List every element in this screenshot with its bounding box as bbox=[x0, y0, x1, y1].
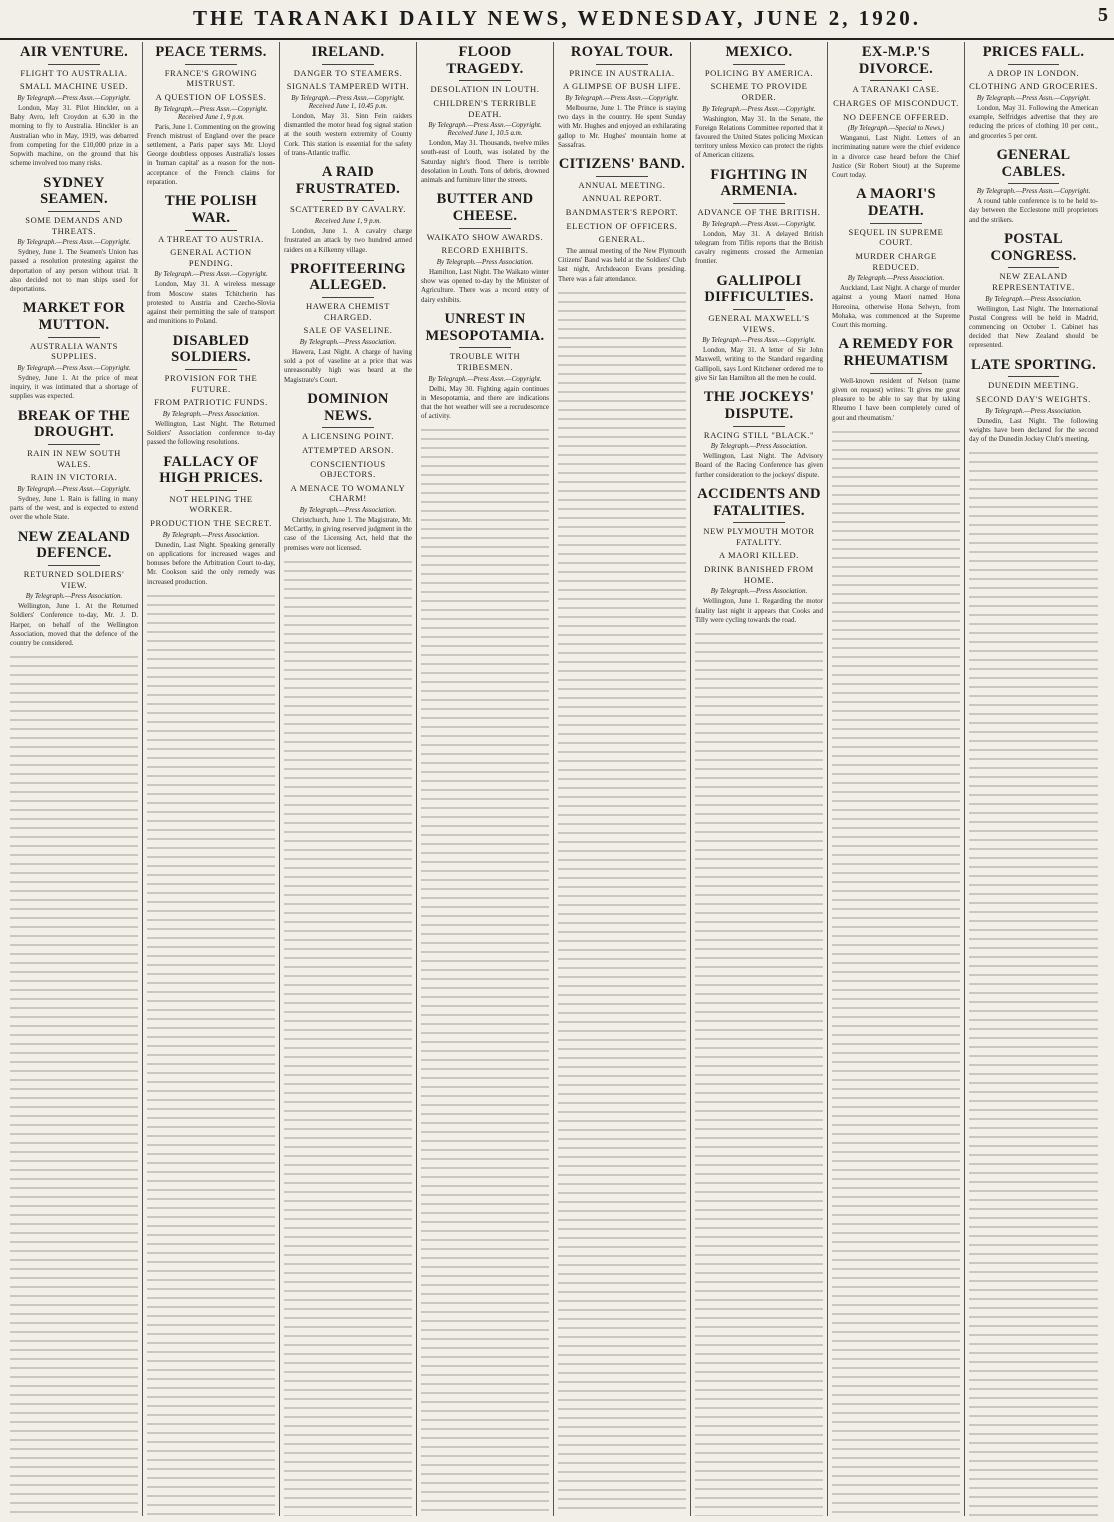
article-dateline: By Telegraph.—Press Assn.—Copyright. bbox=[976, 187, 1091, 196]
body-text-lines bbox=[969, 450, 1098, 1516]
article-headline: NEW ZEALAND DEFENCE. bbox=[17, 528, 131, 562]
article-dateline: By Telegraph.—Press Association. bbox=[299, 337, 397, 346]
article-body: Washington, May 31. In the Senate, the Foreign Relations Committee reported that it favoured the United States policing Mexican territory unless Mexico can protect the rights of American citizens. bbox=[695, 114, 823, 160]
article-dateline: By Telegraph.—Press Assn.—Copyright. bbox=[565, 93, 679, 102]
divider bbox=[733, 309, 784, 310]
article-dateline: By Telegraph.—Press Assn.—Copyright. bbox=[702, 219, 816, 228]
divider bbox=[48, 444, 99, 445]
article-subheading: SCHEME TO PROVIDE ORDER. bbox=[710, 81, 808, 102]
article bbox=[969, 44, 1098, 141]
article-subheading: CONSCIENTIOUS OBJECTORS. bbox=[310, 458, 386, 480]
article-dateline: By Telegraph.—Press Assn.—Copyright. bbox=[428, 374, 542, 383]
divider bbox=[322, 427, 373, 428]
article-body: Wanganui, Last Night. Letters of an incriminating nature were the chief evidence in a divorce case heard before the Chief Justice (Sir Robert Stout) at the Supreme Court today. bbox=[832, 134, 960, 180]
article-dateline: By Telegraph.—Press Assn.—Copyright. bbox=[702, 104, 816, 113]
body-text-lines bbox=[695, 631, 823, 1516]
column-4 bbox=[417, 42, 554, 1516]
article-body: Wellington, Last Night. The Returned Soldiers' Association conference to-day passed the following resolutions. bbox=[147, 419, 275, 447]
divider bbox=[1008, 64, 1060, 65]
article bbox=[695, 167, 823, 267]
article-dateline: By Telegraph.—Press Assn.—Copyright. Received June 1, 9 p.m. bbox=[154, 104, 268, 121]
article-headline: CITIZENS' BAND. bbox=[558, 156, 686, 173]
divider bbox=[733, 203, 784, 204]
article-dateline: By Telegraph.—Press Association. bbox=[710, 442, 808, 451]
article-headline: PEACE TERMS. bbox=[155, 44, 267, 60]
article-subheading: A DROP IN LONDON. bbox=[987, 67, 1080, 78]
article-subheading: CHILDREN'S TERRIBLE DEATH. bbox=[433, 97, 537, 119]
article-headline: ROYAL TOUR. bbox=[570, 44, 674, 60]
article-subheading: A MAORI KILLED. bbox=[718, 550, 800, 561]
article-subheading: SEQUEL IN SUPREME COURT. bbox=[848, 226, 944, 248]
article bbox=[147, 454, 275, 587]
divider bbox=[48, 337, 99, 338]
article-headline: LATE SPORTING. bbox=[970, 356, 1097, 373]
article-body: Wellington, June 1. Regarding the motor fatality last night it appears that Cooks and Tilly were cycling towards the road. bbox=[695, 597, 823, 624]
article-subheading: DESOLATION IN LOUTH. bbox=[430, 84, 540, 95]
article-subheading: RAIN IN VICTORIA. bbox=[30, 472, 118, 483]
article-subheading: BANDMASTER'S REPORT. bbox=[565, 207, 679, 218]
article bbox=[421, 191, 549, 305]
divider bbox=[870, 373, 921, 374]
article-subheading: ANNUAL MEETING. bbox=[578, 179, 666, 190]
article-dateline: By Telegraph.—Press Assn.—Copyright. bbox=[976, 93, 1091, 102]
article-body: London, May 31. A wireless message from Moscow states Tchitcherin has protested to Austria and Czecho-Slovia against their permitting the sale of transport and munitions to Poland. bbox=[147, 280, 275, 326]
article-body: Wellington, Last Night. The International Postal Congress will be held in Madrid, commencing on October 1. Cabinet has decided that New Zealand should be represented. bbox=[969, 304, 1098, 350]
article-headline: GALLIPOLI DIFFICULTIES. bbox=[704, 272, 814, 306]
article-dateline: By Telegraph.—Press Association. bbox=[985, 294, 1082, 303]
article-subheading: RECORD EXHIBITS. bbox=[441, 245, 529, 256]
article-headline: THE JOCKEYS' DISPUTE. bbox=[703, 389, 815, 422]
body-text-lines bbox=[832, 429, 960, 1516]
article bbox=[10, 175, 138, 295]
article-dateline: (By Telegraph.—Special to News.) bbox=[847, 124, 945, 133]
article-subheading: SALE OF VASELINE. bbox=[303, 325, 393, 336]
article-subheading: ATTEMPTED ARSON. bbox=[302, 444, 394, 455]
article-subheading: A LICENSING POINT. bbox=[301, 431, 395, 442]
article-headline: A REMEDY FOR RHEUMATISM bbox=[838, 336, 954, 370]
article bbox=[147, 193, 275, 326]
article-subheading: FLIGHT TO AUSTRALIA. bbox=[20, 67, 128, 78]
article-headline: GENERAL CABLES. bbox=[996, 146, 1071, 180]
article-body: Dunedin, Last Night. Speaking generally on applications for increased wages and bonuses before the Arbitration Court to-day, Mr. Cookson said the only remedy was increased production. bbox=[147, 540, 275, 586]
article bbox=[421, 311, 549, 422]
article-dateline: By Telegraph.—Press Assn.—Copyright. bbox=[17, 238, 131, 247]
article bbox=[558, 156, 686, 284]
column-1 bbox=[6, 42, 143, 1516]
article-subheading: CLOTHING AND GROCERIES. bbox=[969, 81, 1098, 92]
article-body: Sydney, June 1. Rain is falling in many parts of the west, and is expected to extend over the whole State. bbox=[10, 494, 138, 522]
article-body: London, May 31. Following the American example, Selfridges advertise that they are reducing the prices of clothing 10 per cent., and groceries 5 per cent. bbox=[969, 103, 1098, 140]
article-subheading: A GLIMPSE OF BUSH LIFE. bbox=[563, 81, 681, 92]
page-number: 5 bbox=[1098, 4, 1108, 26]
article-subheading: WAIKATO SHOW AWARDS. bbox=[426, 231, 544, 242]
article-subheading: FROM PATRIOTIC FUNDS. bbox=[154, 397, 268, 408]
divider bbox=[185, 230, 236, 231]
masthead bbox=[0, 0, 1114, 40]
divider bbox=[322, 200, 373, 201]
article-dateline: By Telegraph.—Press Assn.—Copyright. Received June 1, 10.45 p.m. bbox=[291, 93, 405, 110]
article-dateline: By Telegraph.—Press Assn.—Copyright. bbox=[17, 484, 131, 493]
divider bbox=[185, 64, 236, 65]
article-subheading: MURDER CHARGE REDUCED. bbox=[855, 250, 937, 272]
column-3 bbox=[280, 42, 417, 1516]
article-headline: POSTAL CONGRESS. bbox=[990, 230, 1077, 264]
divider bbox=[1008, 183, 1060, 184]
divider bbox=[870, 80, 921, 81]
article bbox=[147, 44, 275, 187]
article-dateline: By Telegraph.—Press Association. bbox=[162, 409, 260, 418]
divider bbox=[322, 297, 373, 298]
article-dateline: By Telegraph.—Press Assn.—Copyright. bbox=[17, 363, 131, 372]
article-dateline: By Telegraph.—Press Assn.—Copyright. bbox=[17, 93, 131, 102]
body-text-lines bbox=[421, 427, 549, 1516]
article-subheading: A QUESTION OF LOSSES. bbox=[155, 91, 267, 102]
divider bbox=[596, 64, 647, 65]
article-subheading: PRODUCTION THE SECRET. bbox=[150, 518, 272, 529]
divider bbox=[459, 347, 510, 348]
article-body: Christchurch, June 1. The Magistrate, Mr. McCarthy, in giving reserved judgment in the case of the Licensing Act, held that the premises were not licensed. bbox=[284, 516, 412, 552]
article-subheading: GENERAL. bbox=[598, 234, 646, 245]
newspaper-columns bbox=[6, 42, 1110, 1516]
article-body: Sydney, June 1. The Seamen's Union has passed a resolution protesting against the deportation of any person without trial. It also decided not to man ships used for deportations. bbox=[10, 248, 138, 294]
article-body: Auckland, Last Night. A charge of murder against a young Maori named Hona Horeoina, otherwise Hona Selwyn, from Mohaka, was commenced at the Supreme Court this morning. bbox=[832, 284, 960, 330]
divider bbox=[459, 80, 510, 81]
article bbox=[695, 389, 823, 480]
divider bbox=[185, 369, 236, 370]
article-subheading: NO DEFENCE OFFERED. bbox=[842, 111, 950, 122]
article-subheading: NOT HELPING THE WORKER. bbox=[169, 493, 253, 515]
article-subheading: PROVISION FOR THE FUTURE. bbox=[164, 372, 258, 394]
article bbox=[10, 529, 138, 649]
article-body: London, May 31. A delayed British telegram from Tiflis reports that the British cavalry regiments crossed the Armenian frontier. bbox=[695, 229, 823, 266]
article-subheading: RETURNED SOLDIERS' VIEW. bbox=[23, 568, 125, 590]
article-subheading: CHARGES OF MISCONDUCT. bbox=[833, 97, 959, 108]
article-subheading: TROUBLE WITH TRIBESMEN. bbox=[449, 351, 521, 372]
article-subheading: A THREAT TO AUSTRIA. bbox=[158, 233, 264, 244]
article-body: A round table conference is to be held to-day between the Ecclestone mill proprietors and the strikers. bbox=[969, 197, 1098, 224]
article-subheading: HAWERA CHEMIST CHARGED. bbox=[306, 301, 390, 322]
column-8 bbox=[965, 42, 1102, 1516]
article bbox=[10, 44, 138, 169]
article-subheading: SMALL MACHINE USED. bbox=[19, 81, 129, 92]
article-headline: PRICES FALL. bbox=[982, 44, 1085, 60]
article-subheading: SCATTERED BY CAVALRY. bbox=[290, 204, 406, 215]
article-headline: FALLACY OF HIGH PRICES. bbox=[159, 453, 263, 487]
article-body: London, May 31. Pilot Hinckler, on a Baby Avro, left Croydon at 6.30 in the morning to fly to Australia. Hinckler is an Australian who in May, 1919, was debarred from competing for the £10,000 prize in a Sopwith machine, on the ground that his scheme involved too many risks. bbox=[10, 103, 138, 168]
article bbox=[10, 300, 138, 401]
article-headline: FLOOD TRAGEDY. bbox=[446, 44, 524, 77]
article-body: Delhi, May 30. Fighting again continues in Mesopotamia, and there are indications that the hot weather will see a recrudescence of activity. bbox=[421, 384, 549, 421]
divider bbox=[322, 64, 373, 65]
article-body: Melbourne, June 1. The Prince is staying two days in the country. He spent Sunday with Mr. Hughes and enjoyed an exhilarating gallop to Mr. Hughes' mountain home at Sassafras. bbox=[558, 103, 686, 149]
body-text-lines bbox=[147, 593, 275, 1516]
article bbox=[695, 273, 823, 384]
newspaper-title: THE TARANAKI DAILY NEWS, WEDNESDAY, JUNE 2, 1920. bbox=[193, 6, 921, 30]
article-body: Wellington, June 1. At the Returned Soldiers' Conference to-day, Mr. J. D. Harper, on behalf of the Wellington Association, moved that the defence of the country be considered. bbox=[10, 602, 138, 648]
article-headline: FIGHTING IN ARMENIA. bbox=[710, 166, 808, 200]
article-dateline: By Telegraph.—Press Assn.—Copyright. Received June 1, 10.5 a.m. bbox=[428, 121, 542, 138]
divider bbox=[48, 64, 99, 65]
article bbox=[832, 336, 960, 423]
article-headline: A RAID FRUSTRATED. bbox=[295, 164, 401, 197]
article bbox=[969, 357, 1098, 445]
body-text-lines bbox=[558, 290, 686, 1516]
article-body: London, May 31. Sinn Fein raiders dismantled the motor head fog signal station at the south western extremity of County Cork. This station is essential for the safety of trans-Atlantic traffic. bbox=[284, 111, 412, 157]
article-body: Dunedin, Last Night. The following weights have been declared for the second day of the Dunedin Jockey Club's meeting. bbox=[969, 416, 1098, 444]
article-headline: EX-M.P.'S DIVORCE. bbox=[858, 44, 934, 77]
article-headline: MARKET FOR MUTTON. bbox=[22, 300, 126, 333]
article-headline: DOMINION NEWS. bbox=[307, 390, 389, 424]
article-subheading: NEW PLYMOUTH MOTOR FATALITY. bbox=[703, 526, 815, 547]
divider bbox=[1008, 267, 1060, 268]
divider bbox=[733, 426, 784, 427]
article-dateline: By Telegraph.—Press Assn.—Copyright. bbox=[154, 270, 268, 279]
divider bbox=[185, 490, 236, 491]
article-subheading: ADVANCE OF THE BRITISH. bbox=[697, 207, 821, 218]
article-subheading: POLICING BY AMERICA. bbox=[704, 67, 814, 78]
divider bbox=[1008, 376, 1060, 377]
article bbox=[284, 164, 412, 255]
article bbox=[969, 231, 1098, 351]
divider bbox=[48, 565, 99, 566]
article bbox=[832, 186, 960, 330]
article bbox=[10, 408, 138, 523]
divider bbox=[870, 223, 921, 224]
article bbox=[284, 261, 412, 385]
divider bbox=[48, 211, 99, 212]
article-subheading: A MENACE TO WOMANLY CHARM! bbox=[290, 482, 406, 504]
article-headline: SYDNEY SEAMEN. bbox=[40, 174, 108, 208]
article-subheading: A TARANAKI CASE. bbox=[852, 84, 940, 95]
article bbox=[284, 391, 412, 553]
article-body: London, June 1. A cavalry charge frustrated an attack by two hundred armed raiders on a Kilkenny village. bbox=[284, 227, 412, 254]
article-subheading: GENERAL MAXWELL'S VIEWS. bbox=[708, 312, 810, 334]
article-subheading: ELECTION OF OFFICERS. bbox=[566, 220, 678, 231]
article-dateline: By Telegraph.—Press Association. bbox=[710, 587, 808, 596]
article-dateline: By Telegraph.—Press Association. bbox=[25, 592, 123, 601]
article-body: Paris, June 1. Commenting on the growing French mistrust of England over the peace settlement, a Paris paper says Mr. Lloyd George doubtless opposes Australia's losses in 'human capital' as a reason for the non-acceptance of the French claims for reparation. bbox=[147, 122, 275, 186]
article-subheading: ANNUAL REPORT. bbox=[582, 193, 662, 204]
article-subheading: DANGER TO STEAMERS. bbox=[293, 67, 403, 78]
article-subheading: FRANCE'S GROWING MISTRUST. bbox=[164, 67, 258, 89]
article-body: London, May 31. A letter of Sir John Maxwell, writing to the Standard regarding Gallipoli, says Lord Kitchener ordered me to give Sir Ian Hamilton all the men he could. bbox=[695, 346, 823, 382]
article bbox=[421, 44, 549, 185]
article bbox=[147, 333, 275, 448]
article-subheading: SOME DEMANDS AND THREATS. bbox=[25, 214, 123, 236]
article-dateline: By Telegraph.—Press Assn.—Copyright. bbox=[702, 336, 816, 345]
divider bbox=[733, 64, 784, 65]
divider bbox=[459, 228, 510, 229]
article-body: London, May 31. Thousands, twelve miles south-east of Louth, was isolated by the Saturday night's flood. There is terrible desolation in Louth. Tons of debris, drowned animals and furniture litter the streets. bbox=[421, 139, 549, 185]
article-dateline: By Telegraph.—Press Association. bbox=[299, 506, 397, 515]
article-subheading: DUNEDIN MEETING. bbox=[988, 380, 1079, 391]
article-headline: BREAK OF THE DROUGHT. bbox=[17, 407, 131, 441]
article-headline: A MAORI'S DEATH. bbox=[856, 186, 936, 220]
article-body: Well-known resident of Nelson (name given on request) writes: 'It gives me great pleasure to be able to say that by taking Rheumo I have been completely cured of gout and rheumatism.' bbox=[832, 376, 960, 422]
article bbox=[832, 44, 960, 180]
article-headline: UNREST IN MESOPOTAMIA. bbox=[425, 310, 545, 344]
article-subheading: GENERAL ACTION PENDING. bbox=[170, 247, 252, 268]
article-dateline: By Telegraph.—Press Association. bbox=[436, 257, 534, 266]
article-headline: THE POLISH WAR. bbox=[164, 193, 258, 226]
article-headline: IRELAND. bbox=[311, 44, 385, 60]
article-dateline: Received June 1, 9 p.m. bbox=[314, 217, 382, 226]
article bbox=[969, 147, 1098, 225]
article-body: Sydney, June 1. At the price of meat inquiry, it was intimated that a shortage of supplies was expected. bbox=[10, 373, 138, 401]
article bbox=[695, 486, 823, 625]
article-subheading: RAIN IN NEW SOUTH WALES. bbox=[27, 447, 121, 469]
column-5 bbox=[554, 42, 691, 1516]
article-headline: DISABLED SOLDIERS. bbox=[171, 332, 251, 366]
article-dateline: By Telegraph.—Press Association. bbox=[985, 406, 1082, 415]
article-body: Hawera, Last Night. A charge of having sold a pot of vaseline at a price that was unreasonably high was heard at the Magistrate's Court. bbox=[284, 347, 412, 384]
article-headline: PROFITEERING ALLEGED. bbox=[290, 260, 406, 294]
article-subheading: AUSTRALIA WANTS SUPPLIES. bbox=[30, 340, 118, 362]
body-text-lines bbox=[284, 559, 412, 1516]
column-7 bbox=[828, 42, 965, 1516]
article-dateline: By Telegraph.—Press Association. bbox=[162, 530, 260, 539]
article bbox=[558, 44, 686, 150]
body-text-lines bbox=[10, 654, 138, 1516]
article-subheading: PRINCE IN AUSTRALIA. bbox=[569, 67, 675, 78]
column-2 bbox=[143, 42, 280, 1516]
article-headline: AIR VENTURE. bbox=[19, 44, 129, 60]
article-headline: ACCIDENTS AND FATALITIES. bbox=[697, 485, 821, 519]
article bbox=[695, 44, 823, 161]
article-subheading: RACING STILL "BLACK." bbox=[703, 429, 815, 440]
column-6 bbox=[691, 42, 828, 1516]
article-body: Wellington, Last Night. The Advisory Board of the Racing Conference has given further consideration to the jockeys' dispute. bbox=[695, 452, 823, 479]
divider bbox=[596, 176, 647, 177]
article-body: Hamilton, Last Night. The Waikato winter show was opened to-day by the Minister of Agriculture. There was a record entry of dairy exhibits. bbox=[421, 267, 549, 304]
article-subheading: NEW ZEALAND REPRESENTATIVE. bbox=[992, 271, 1075, 292]
article-subheading: DRINK BANISHED FROM HOME. bbox=[704, 564, 814, 585]
article-subheading: SECOND DAY'S WEIGHTS. bbox=[976, 393, 1091, 404]
article-headline: BUTTER AND CHEESE. bbox=[436, 191, 534, 225]
article bbox=[284, 44, 412, 158]
article-body: The annual meeting of the New Plymouth Citizens' Band was held at the Soldiers' Club last night, Archdeacon Evans presiding. There was a fair attendance. bbox=[558, 246, 686, 283]
divider bbox=[733, 522, 784, 523]
article-dateline: By Telegraph.—Press Association. bbox=[847, 274, 945, 283]
article-headline: MEXICO. bbox=[725, 44, 793, 60]
article-subheading: SIGNALS TAMPERED WITH. bbox=[286, 81, 410, 92]
